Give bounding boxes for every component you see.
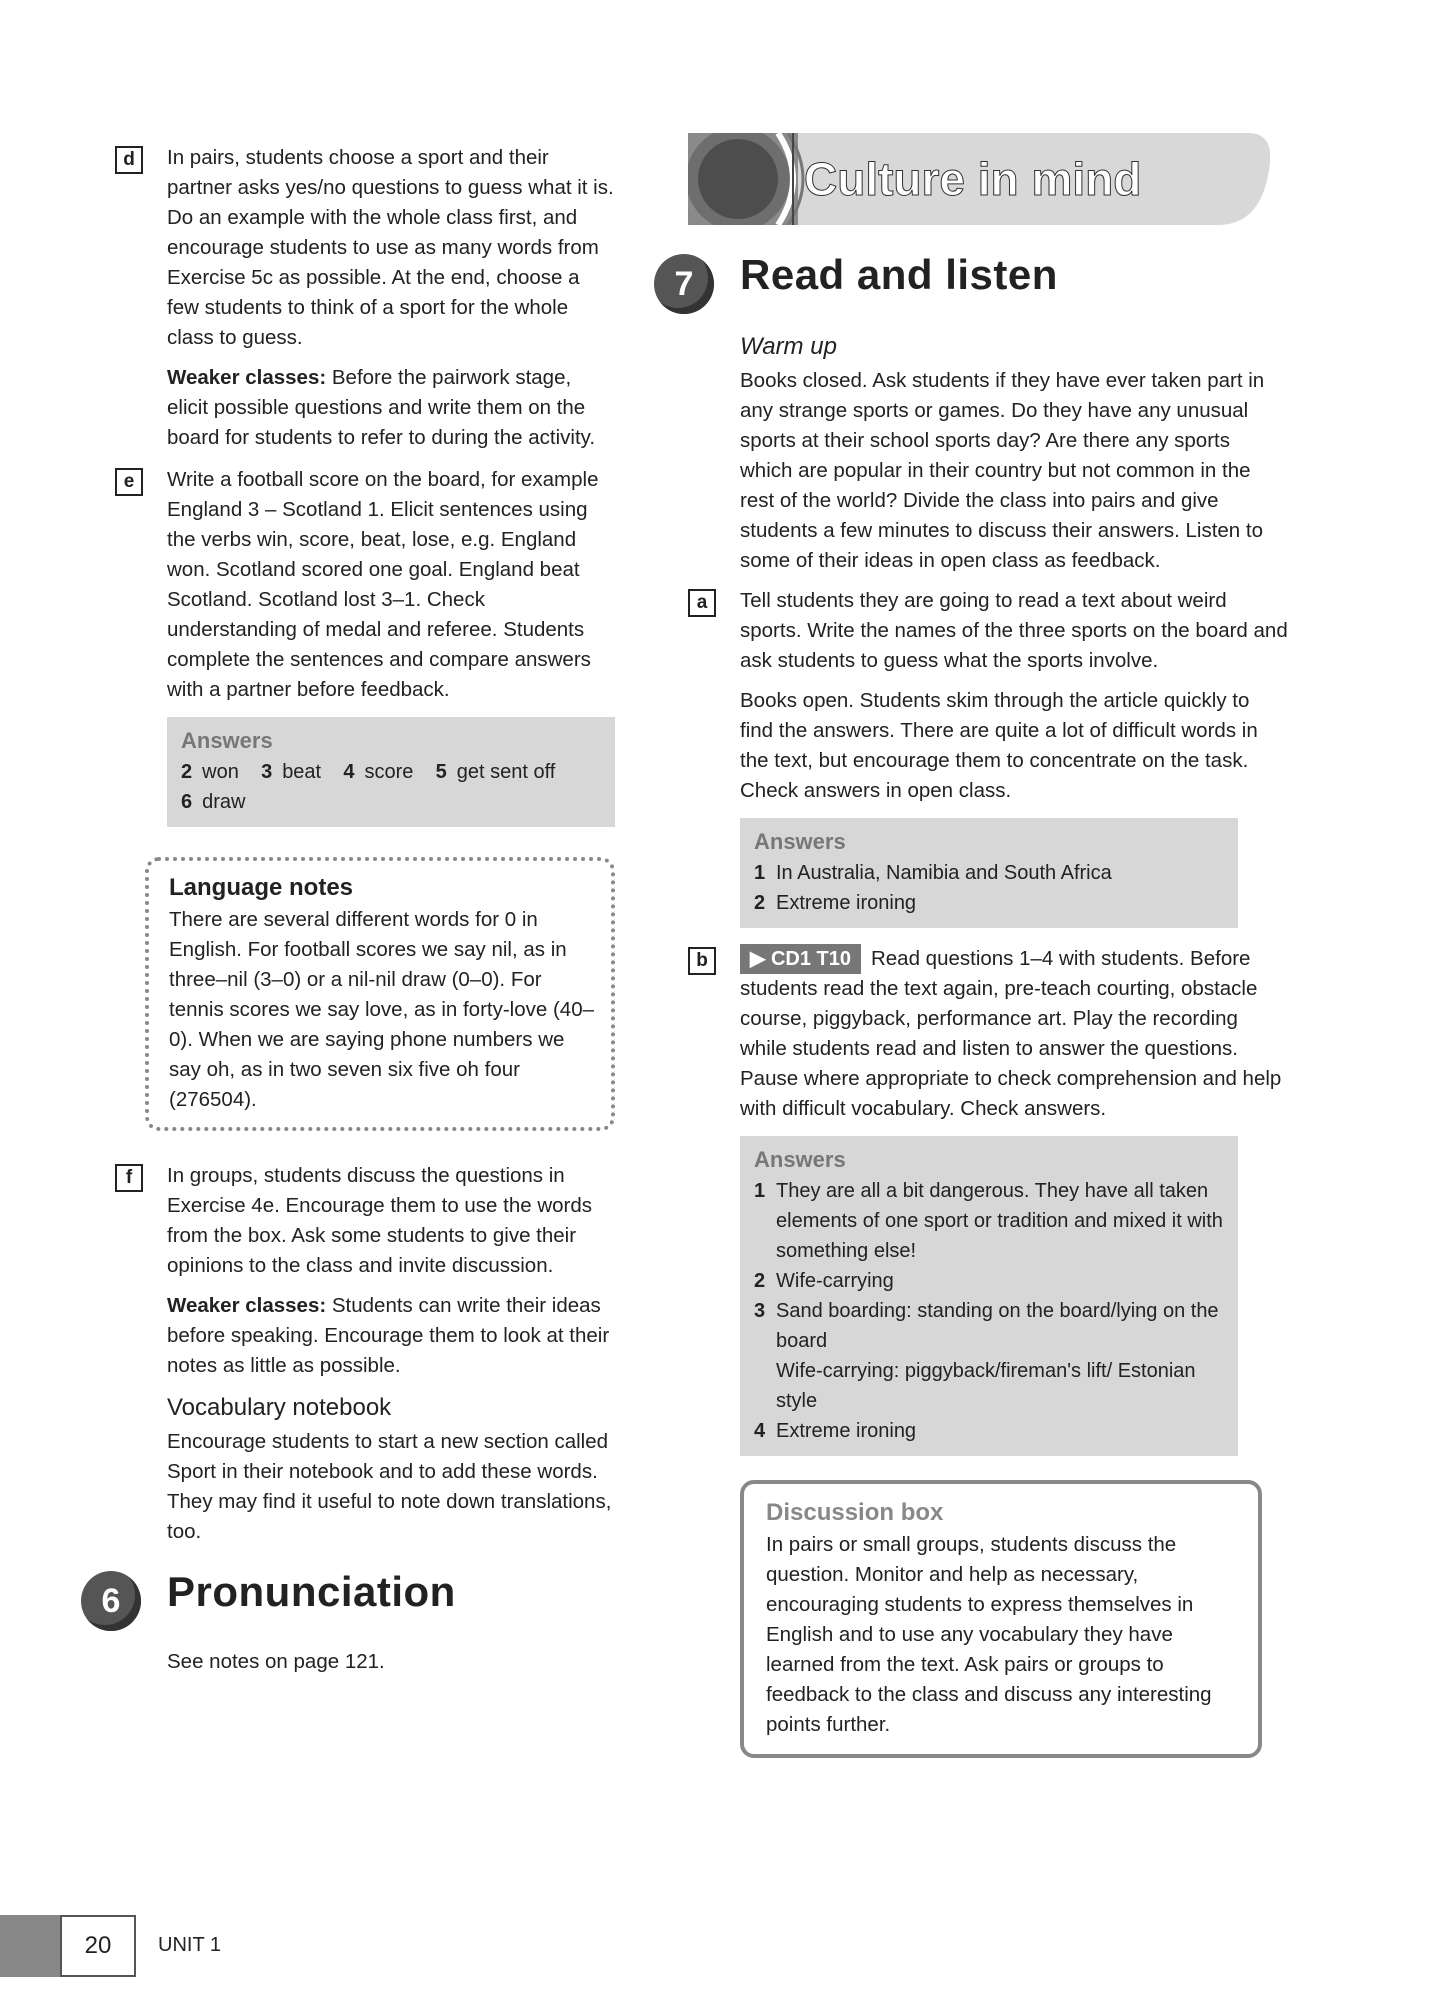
answers-box (740, 1136, 1238, 1456)
vocabulary-notebook-heading: Vocabulary notebook (167, 1394, 392, 1421)
vocabulary-notebook-text: Encourage students to start a new section called Sport in their notebook and to add these words. They may find it useful to note down translations, too. (167, 1430, 612, 1543)
answers-heading: Answers (181, 728, 273, 753)
exercise-label: f (115, 1164, 143, 1192)
right-column (674, 250, 1288, 1758)
answer-item: 2 Extreme ironing (754, 892, 917, 914)
pronunciation-text: See notes on page 121. (167, 1650, 385, 1673)
answer-item: 2 Wife-carrying (754, 1270, 894, 1292)
exercise-a-text: Tell students they are going to read a text about weird sports. Write the names of the three sports on the board and ask students to guess what the sports involve. (740, 589, 1288, 672)
answers-heading: Answers (754, 829, 846, 854)
warm-up-text: Books closed. Ask students if they have ever taken part in any strange sports or games. Do they have any unusual sports at their school sports day? Are there any sports which are popular in their country but not common in the rest of the world? Divide the class into pairs and give students a few minutes to discuss their answers. Listen to some of their ideas in open class as feedback. (740, 369, 1265, 572)
answers-heading: Answers (754, 1147, 846, 1172)
exercise-b (688, 944, 1288, 1124)
exercise-f-text: In groups, students discuss the questions in Exercise 4e. Encourage them to use the words from the box. Ask some students to give their opinions to the class and invite discussion. (167, 1164, 593, 1277)
exercise-label: b (688, 947, 716, 975)
section-number-badge: 7 (654, 254, 714, 314)
language-notes-box (145, 857, 615, 1131)
answers-row: 6 draw (181, 791, 246, 813)
exercise-f-weaker: Weaker classes: Students can write their ideas before speaking. Encourage them to look at their notes as little as possible. (167, 1294, 610, 1377)
discussion-box-text: In pairs or small groups, students discuss the question. Monitor and help as necessary, encouraging students to express themselves in English and to use any vocabulary they have learned from the text. Ask pairs or groups to feedback to the class and discuss any interesting points further. (766, 1533, 1212, 1736)
section-title: Pronunciation (167, 1568, 456, 1615)
answer-item: 1 They are all a bit dangerous. They have all taken elements of one sport or tradition and mixed it with something else! (754, 1180, 1223, 1262)
exercise-f (115, 1161, 615, 1547)
exercise-label: e (115, 468, 143, 496)
left-column (101, 143, 615, 1687)
culture-in-mind-banner (688, 133, 1270, 225)
discussion-box (740, 1480, 1262, 1758)
page-number: 20 (60, 1915, 136, 1977)
exercise-d-text: In pairs, students choose a sport and their partner asks yes/no questions to guess what it is. Do an example with the whole class first, and encourage students to use as many words from Exercise 5c as possible. At the end, choose a few students to think of a sport for the whole class to guess. (167, 146, 614, 349)
answers-box (740, 818, 1238, 928)
exercise-e (115, 465, 615, 705)
language-notes-text: There are several different words for 0 in English. For football scores we say nil, as in three–nil (3–0) or a nil-nil draw (0–0). For tennis scores we say love, as in forty-love (40–0). When we are saying phone numbers we say oh, as in two seven six five oh four (276504). (169, 908, 594, 1111)
answer-item: 4 Extreme ironing (754, 1420, 917, 1442)
exercise-d-weaker: Weaker classes: Before the pairwork stage, elicit possible questions and write them on the board for students to refer to during the activity. (167, 366, 596, 449)
unit-label: UNIT 1 (158, 1934, 221, 1956)
audio-track-badge[interactable]: ▶ CD1 T10 (740, 944, 861, 974)
exercise-d (115, 143, 615, 453)
exercise-label: a (688, 589, 716, 617)
warm-up (688, 330, 1288, 576)
answer-item: 3 Sand boarding: standing on the board/lying on the board (754, 1300, 1219, 1352)
section-title: Read and listen (740, 251, 1058, 298)
discussion-box-heading: Discussion box (766, 1499, 944, 1526)
section-pronunciation (101, 1567, 615, 1637)
language-notes-heading: Language notes (169, 874, 354, 901)
exercise-b-text: ▶ CD1 T10 Read questions 1–4 with students. Before students read the text again, pre-teach courting, obstacle course, piggyback, performance art. Play the recording while students read and listen to answer the questions. Pause where appropriate to check comprehension and help with difficult vocabulary. Check answers. (740, 944, 1288, 1124)
exercise-label: d (115, 146, 143, 174)
answer-item: Wife-carrying: piggyback/fireman's lift/ Estonian style (776, 1360, 1196, 1412)
answers-box (167, 717, 615, 827)
banner-title: Culture in mind (804, 153, 1142, 205)
exercise-e-text: Write a football score on the board, for example England 3 – Scotland 1. Elicit sentences using the verbs win, score, beat, lose, e.g. England won. Scotland scored one goal. England beat Scotland. Scotland lost 3–1. Check understanding of medal and referee. Students complete the sentences and compare answers with a partner before feedback. (167, 468, 599, 701)
exercise-a (688, 586, 1288, 806)
answer-item: 1 In Australia, Namibia and South Africa (754, 862, 1112, 884)
exercise-a-text-2: Books open. Students skim through the article quickly to find the answers. There are quite a lot of difficult words in the text, but encourage them to concentrate on the task. Check answers in open class. (740, 689, 1258, 802)
section-read-and-listen (674, 250, 1288, 320)
warm-up-heading: Warm up (740, 333, 837, 360)
footer-bar (0, 1915, 60, 1977)
section-number-badge: 6 (81, 1571, 141, 1631)
answers-row: 2 won 3 beat 4 score 5 get sent off (181, 761, 556, 783)
